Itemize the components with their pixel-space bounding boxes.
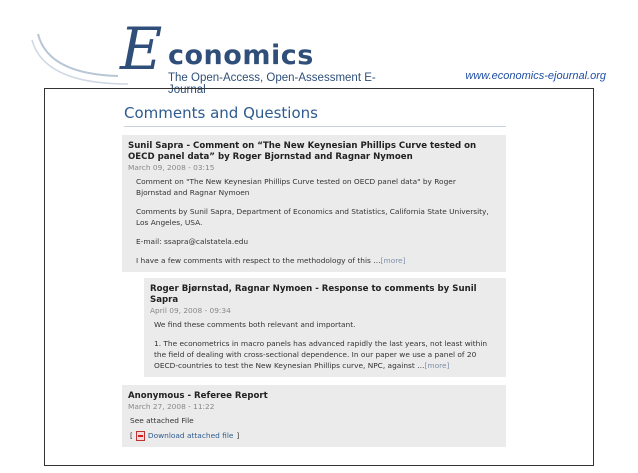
logo-letter: E: [120, 15, 163, 83]
bracket-close: ]: [236, 431, 240, 440]
more-link[interactable]: [more]: [424, 361, 450, 370]
comment-paragraph: E-mail: ssapra@calstatela.edu: [136, 237, 249, 246]
more-link[interactable]: [more]: [380, 256, 406, 265]
journal-logo: [28, 14, 388, 96]
page-title: Comments and Questions: [124, 104, 506, 127]
pdf-file-icon: [136, 431, 145, 441]
report-paragraph: See attached File: [130, 416, 194, 425]
logo-tagline: The Open-Access, Open-Assessment E-Journal: [168, 72, 376, 96]
comment-body: [128, 172, 500, 266]
report-date: March 27, 2008 - 11:22: [128, 402, 215, 411]
comment-date: March 09, 2008 - 03:15: [128, 163, 215, 172]
referee-report-card: [122, 385, 506, 447]
bracket-open: [: [130, 431, 133, 440]
logo-wordmark: conomics: [168, 40, 314, 71]
report-title[interactable]: Anonymous - Referee Report: [128, 391, 268, 401]
report-body: [128, 411, 500, 441]
site-url-link[interactable]: www.economics-ejournal.org: [465, 70, 606, 82]
comment-paragraph: Comments by Sunil Sapra, Department of Economics and Statistics, California State University, Los Angeles, USA.: [136, 207, 489, 227]
reply-card: [144, 278, 506, 377]
reply-body: [150, 315, 500, 371]
comments-section: [122, 104, 506, 447]
reply-paragraph: We find these comments both relevant and important.: [154, 320, 356, 329]
comment-paragraph: Comment on "The New Keynesian Phillips Curve tested on OECD panel data" by Roger Bjornstad and Ragnar Nymoen: [136, 177, 456, 197]
reply-title[interactable]: Roger Bjørnstad, Ragnar Nymoen - Response to comments by Sunil Sapra: [150, 284, 477, 305]
comment-title[interactable]: Sunil Sapra - Comment on “The New Keynesian Phillips Curve tested on OECD panel data” by Roger Bjornstad and Ragnar Nymoen: [128, 141, 477, 162]
reply-paragraph: 1. The econometrics in macro panels has advanced rapidly the last years, not least within the field of dealing with cross-sectional dependence. In our paper we use a panel of 20 OECD-countries to test the New Keynesian Phillips curve, NPC, against …: [154, 339, 488, 370]
reply-date: April 09, 2008 - 09:34: [150, 306, 231, 315]
comment-paragraph: I have a few comments with respect to the methodology of this …: [136, 256, 381, 265]
download-line: [130, 430, 492, 441]
download-attached-file-link[interactable]: Download attached file: [147, 431, 234, 440]
comment-card: [122, 135, 506, 272]
